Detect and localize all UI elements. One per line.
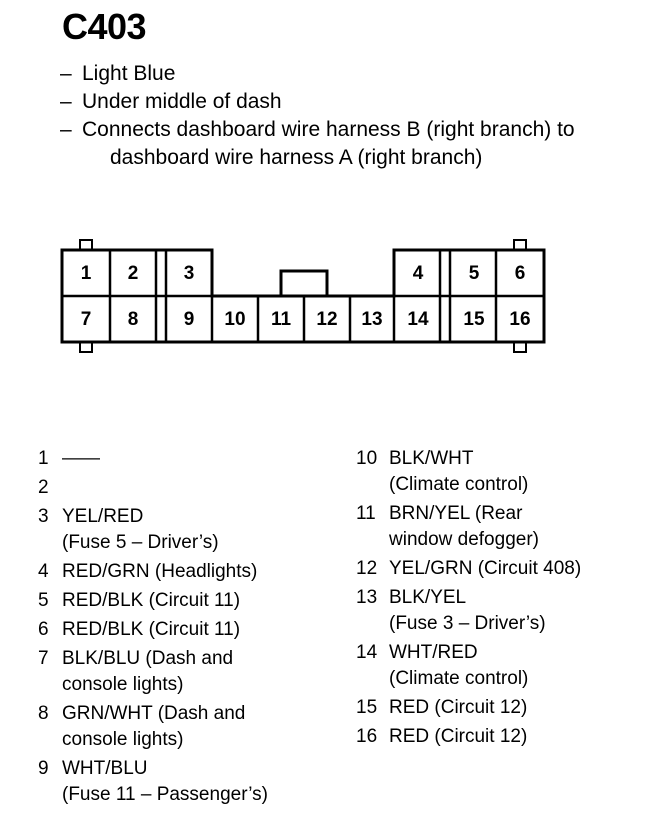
pin-number: 13 xyxy=(356,587,378,608)
pin-number: 7 xyxy=(38,648,49,669)
pin-number: 4 xyxy=(38,561,49,582)
pin-wire-description xyxy=(62,475,338,501)
description-dash: – xyxy=(60,90,72,113)
connector-latch xyxy=(281,271,327,296)
pin-entry-5 xyxy=(38,588,338,614)
pin-entry-8 xyxy=(38,701,338,753)
pin-wire-description: GRN/WHT (Dash and console lights) xyxy=(62,703,246,750)
pin-label-4: 4 xyxy=(412,263,424,284)
pin-entry-1 xyxy=(38,446,338,472)
pin-number: 16 xyxy=(356,726,378,747)
pin-entry-7 xyxy=(38,646,338,698)
pin-number: 5 xyxy=(38,590,49,611)
pin-number: 10 xyxy=(356,448,378,469)
pin-entry-14 xyxy=(356,640,656,692)
pin-label-11: 11 xyxy=(270,309,292,330)
pin-number: 9 xyxy=(38,758,49,779)
pin-wire-description: RED/GRN (Headlights) xyxy=(62,561,258,582)
pin-number: 3 xyxy=(38,506,49,527)
pin-label-12: 12 xyxy=(316,309,338,330)
pin-number: 15 xyxy=(356,697,378,718)
connector-face-diagram xyxy=(0,0,672,380)
pin-entry-6 xyxy=(38,617,338,643)
pin-wire-description: RED/BLK (Circuit 11) xyxy=(62,590,241,611)
pin-wire-description: RED (Circuit 12) xyxy=(389,726,528,747)
pin-number: 6 xyxy=(38,619,49,640)
connector-title: C403 xyxy=(62,6,147,47)
pin-number: 2 xyxy=(38,477,49,498)
pin-entry-15 xyxy=(356,695,656,721)
pin-label-6: 6 xyxy=(514,263,526,284)
pin-label-3: 3 xyxy=(183,263,195,284)
pin-wire-description: BRN/YEL (Rear window defogger) xyxy=(389,503,539,550)
pin-entry-13 xyxy=(356,585,656,637)
pin-entry-4 xyxy=(38,559,338,585)
description-color-text: Light Blue xyxy=(82,62,176,85)
pin-wire-description: BLK/BLU (Dash and console lights) xyxy=(62,648,234,695)
pin-wire-description: BLK/YEL (Fuse 3 – Driver’s) xyxy=(389,587,546,634)
pin-number: 1 xyxy=(38,448,49,469)
pin-label-13: 13 xyxy=(361,309,383,330)
pin-label-5: 5 xyxy=(468,263,480,284)
pin-entry-16 xyxy=(356,724,656,750)
pin-entry-2 xyxy=(38,475,338,501)
pin-number: 12 xyxy=(356,558,378,579)
pin-label-10: 10 xyxy=(224,309,246,330)
pin-wire-description: YEL/GRN (Circuit 408) xyxy=(389,558,582,579)
description-connects-text: Connects dashboard wire harness B (right branch) to dashboard wire harness A (right branch) xyxy=(82,118,575,169)
pin-entry-9 xyxy=(38,756,338,808)
pin-wire-description: BLK/WHT (Climate control) xyxy=(389,448,529,495)
pin-number: 11 xyxy=(356,503,376,524)
description-dash: – xyxy=(60,62,72,85)
pin-wire-description: RED/BLK (Circuit 11) xyxy=(62,619,241,640)
pin-label-14: 14 xyxy=(407,309,429,330)
pin-entry-10 xyxy=(356,446,656,498)
pin-number: 14 xyxy=(356,642,378,663)
pin-wire-description: YEL/RED (Fuse 5 – Driver’s) xyxy=(62,506,219,553)
pin-wire-description: WHT/RED (Climate control) xyxy=(389,642,529,689)
pin-entry-12 xyxy=(356,556,656,582)
pin-label-7: 7 xyxy=(80,309,92,330)
pin-list-right xyxy=(356,446,656,753)
pin-entry-3 xyxy=(38,504,338,556)
pin-entry-11 xyxy=(356,501,656,553)
pin-label-2: 2 xyxy=(127,263,139,284)
description-location-text: Under middle of dash xyxy=(82,90,282,113)
pin-list-left xyxy=(38,446,338,811)
pin-label-1: 1 xyxy=(80,263,92,284)
pin-label-15: 15 xyxy=(463,309,485,330)
description-dash: – xyxy=(60,118,72,141)
pin-wire-description: —— xyxy=(62,448,100,469)
pin-wire-description: RED (Circuit 12) xyxy=(389,697,528,718)
pin-number: 8 xyxy=(38,703,49,724)
pin-wire-description: WHT/BLU (Fuse 11 – Passenger’s) xyxy=(62,758,268,805)
pin-label-16: 16 xyxy=(509,309,531,330)
pin-label-9: 9 xyxy=(183,309,195,330)
pin-label-8: 8 xyxy=(127,309,139,330)
